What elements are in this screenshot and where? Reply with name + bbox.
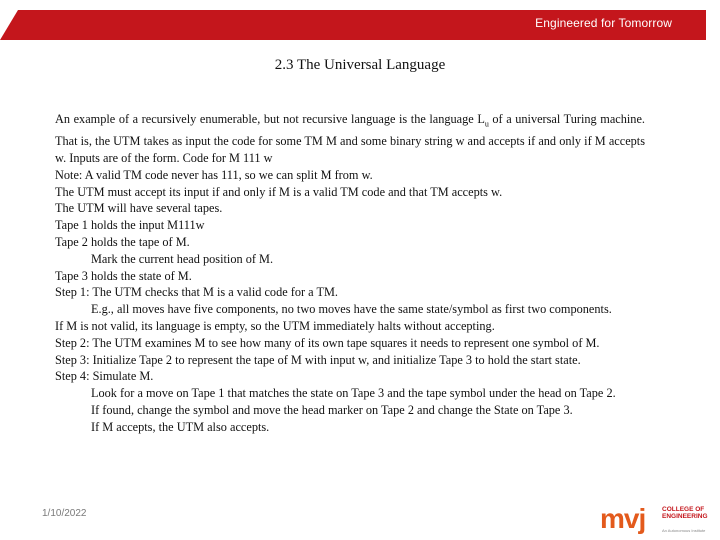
body-line: Tape 2 holds the tape of M. (55, 235, 190, 250)
header-tagline: Engineered for Tomorrow (535, 16, 672, 30)
body-line: Step 1: The UTM checks that M is a valid code for a TM. (55, 285, 338, 300)
slide-title-text: 2.3 The Universal Language (274, 57, 446, 73)
body-line: If found, change the symbol and move the head marker on Tape 2 and change the State on Tape 3. (91, 403, 573, 417)
footer-date: 1/10/2022 (42, 508, 87, 519)
college-logo (600, 504, 712, 538)
body-line: Step 2: The UTM examines M to see how many of its own tape squares it needs to represent one symbol of M. (55, 335, 600, 350)
body-line: If M is not valid, its language is empty, so the UTM immediately halts without accepting. (55, 319, 495, 334)
body-line: Note: A valid TM code never has 111, so we can split M from w. (55, 167, 373, 182)
body-line: The UTM must accept its input if and only if M is a valid TM code and that TM accepts w. (55, 184, 503, 199)
body-line: Mark the current head position of M. (91, 251, 274, 266)
body-line: Step 3: Initialize Tape 2 to represent the tape of M with input w, and initialize Tape 3 to hold the start state. (55, 352, 581, 367)
body-line: If M accepts, the UTM also accepts. (91, 419, 270, 434)
logo-mark: mvj (600, 503, 646, 534)
logo-sub: An Autonomous Institute (662, 528, 706, 533)
logo-text (662, 506, 708, 520)
body-line: The UTM will have several tapes. (55, 201, 223, 216)
body-line: Tape 1 holds the input M111w (55, 218, 205, 233)
body-line: An example of a recursively enumerable, but not recursive language is the language $L_u$ of a universal Turing machine. That is, the UTM takes as input the code for some TM M and some binary string w and accepts if and only if M accepts w. Inputs are of the form. Code for M 111 w (55, 112, 645, 166)
logo-line-2: ENGINEERING (662, 513, 708, 520)
slide-title (0, 57, 720, 74)
body-line: Step 4: Simulate M. (55, 369, 154, 384)
header-bar (0, 10, 706, 40)
body-line: E.g., all moves have five components, no two moves have the same state/symbol as first two components. (91, 302, 612, 317)
body-line: Tape 3 holds the state of M. (55, 268, 192, 283)
slide-body (55, 111, 645, 436)
logo-line-1: COLLEGE OF (662, 506, 705, 513)
header-notch (0, 10, 18, 40)
body-line: Look for a move on Tape 1 that matches the state on Tape 3 and the tape symbol under the head on Tape 2. (91, 386, 616, 401)
